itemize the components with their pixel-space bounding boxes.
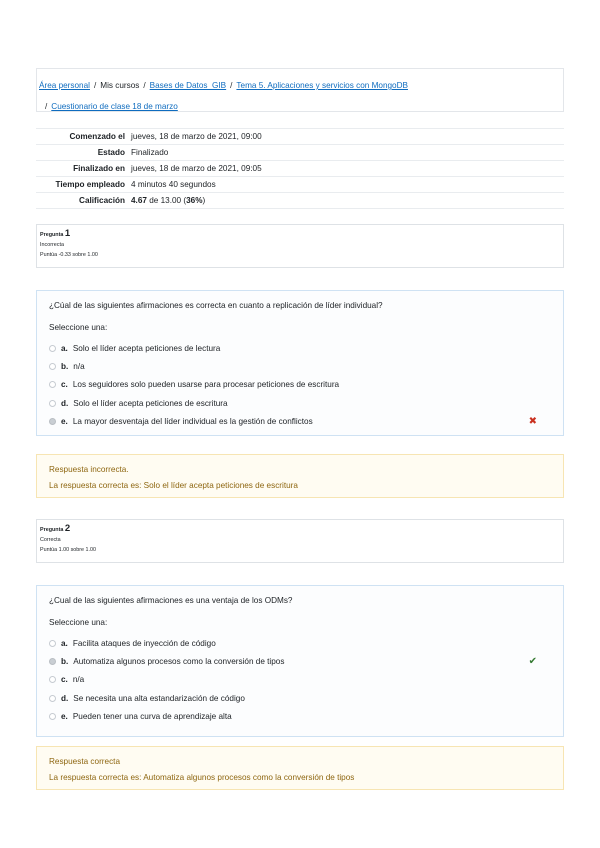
summary-value: Finalizado bbox=[131, 148, 169, 157]
option-letter: e. bbox=[61, 416, 68, 426]
radio-button-selected[interactable] bbox=[49, 418, 56, 425]
question-state: Correcta bbox=[40, 537, 61, 543]
answer-option-a[interactable] bbox=[49, 339, 551, 357]
breadcrumb-quiz[interactable]: Cuestionario de clase 18 de marzo bbox=[51, 102, 178, 111]
incorrect-icon: ✖ bbox=[528, 416, 537, 428]
option-letter: d. bbox=[61, 693, 69, 703]
option-letter: b. bbox=[61, 361, 69, 371]
question-text: ¿Cúal de las siguientes afirmaciones es correcta en cuanto a replicación de líder individual? bbox=[49, 301, 383, 310]
radio-button[interactable] bbox=[49, 363, 56, 370]
answer-prompt: Seleccione una: bbox=[49, 618, 108, 627]
summary-label: Comenzado el bbox=[69, 132, 125, 141]
question-content-2 bbox=[36, 585, 564, 737]
option-text: Automatiza algunos procesos como la conversión de tipos bbox=[73, 656, 285, 666]
answer-option-e[interactable] bbox=[49, 412, 551, 430]
option-letter: b. bbox=[61, 656, 69, 666]
option-text: Solo el líder acepta peticiones de lectura bbox=[72, 343, 221, 353]
radio-button[interactable] bbox=[49, 381, 56, 388]
summary-row-started bbox=[36, 128, 564, 144]
radio-button[interactable] bbox=[49, 713, 56, 720]
feedback-title: Respuesta correcta bbox=[49, 757, 120, 766]
answer-option-c[interactable] bbox=[49, 376, 551, 394]
summary-label: Finalizado en bbox=[73, 164, 125, 173]
summary-row-time bbox=[36, 176, 564, 192]
grade-end: ) bbox=[202, 196, 206, 205]
summary-value: jueves, 18 de marzo de 2021, 09:05 bbox=[131, 164, 262, 173]
question-info-2 bbox=[36, 519, 564, 563]
answer-option-d[interactable] bbox=[49, 689, 551, 707]
summary-label: Tiempo empleado bbox=[55, 180, 125, 189]
feedback-box-1 bbox=[36, 454, 564, 498]
question-info-1 bbox=[36, 224, 564, 268]
option-text: Los seguidores solo pueden usarse para procesar peticiones de escritura bbox=[72, 380, 340, 390]
question-label: Pregunta bbox=[40, 232, 64, 238]
radio-button-selected[interactable] bbox=[49, 658, 56, 665]
breadcrumb-course[interactable]: Bases de Datos_GIB bbox=[149, 81, 227, 90]
option-letter: d. bbox=[61, 398, 69, 408]
breadcrumb-area-personal[interactable]: Área personal bbox=[39, 81, 90, 90]
summary-value: 4 minutos 40 segundos bbox=[131, 180, 216, 189]
answer-option-a[interactable] bbox=[49, 634, 551, 652]
grade-percent: 36% bbox=[186, 196, 203, 205]
breadcrumb-mis-cursos: Mis cursos bbox=[100, 81, 140, 90]
option-text: La mayor desventaja del líder individual es la gestión de conflictos bbox=[72, 416, 313, 426]
summary-row-state bbox=[36, 144, 564, 160]
summary-row-grade bbox=[36, 192, 564, 209]
breadcrumb-separator: / bbox=[93, 81, 97, 90]
feedback-title: Respuesta incorrecta. bbox=[49, 465, 129, 474]
option-text: Pueden tener una curva de aprendizaje alta bbox=[72, 711, 232, 721]
option-letter: c. bbox=[61, 380, 68, 390]
summary-label: Estado bbox=[97, 148, 125, 157]
breadcrumb-topic[interactable]: Tema 5. Aplicaciones y servicios con MongoDB bbox=[236, 81, 408, 90]
option-text: n/a bbox=[73, 361, 85, 371]
question-text: ¿Cual de las siguientes afirmaciones es una ventaja de los ODMs? bbox=[49, 596, 293, 605]
radio-button[interactable] bbox=[49, 695, 56, 702]
breadcrumb bbox=[36, 68, 564, 112]
attempt-summary-table bbox=[36, 128, 564, 209]
radio-button[interactable] bbox=[49, 676, 56, 683]
answer-option-b[interactable] bbox=[49, 652, 551, 670]
grade-score: 4.67 bbox=[131, 196, 147, 205]
grade-value bbox=[125, 193, 205, 208]
question-points: Puntúa 1.00 sobre 1.00 bbox=[40, 547, 97, 553]
summary-value: jueves, 18 de marzo de 2021, 09:00 bbox=[131, 132, 262, 141]
question-number-value: 2 bbox=[64, 523, 71, 534]
option-letter: a. bbox=[61, 343, 68, 353]
question-content-1 bbox=[36, 290, 564, 436]
question-label: Pregunta bbox=[40, 527, 64, 533]
answer-option-d[interactable] bbox=[49, 394, 551, 412]
option-text: Facilita ataques de inyección de código bbox=[72, 638, 216, 648]
feedback-answer: La respuesta correcta es: Automatiza algunos procesos como la conversión de tipos bbox=[49, 773, 355, 782]
radio-button[interactable] bbox=[49, 640, 56, 647]
correct-icon: ✔ bbox=[528, 656, 537, 668]
radio-button[interactable] bbox=[49, 400, 56, 407]
option-letter: a. bbox=[61, 638, 68, 648]
answer-option-b[interactable] bbox=[49, 357, 551, 375]
question-number bbox=[40, 229, 563, 240]
grade-mid: de 13.00 ( bbox=[146, 196, 187, 205]
option-letter: e. bbox=[61, 711, 68, 721]
summary-label: Calificación bbox=[79, 196, 125, 205]
answer-option-c[interactable] bbox=[49, 671, 551, 689]
option-text: Solo el líder acepta peticiones de escritura bbox=[73, 398, 228, 408]
question-number bbox=[40, 524, 563, 535]
option-text: n/a bbox=[72, 675, 85, 685]
breadcrumb-separator: / bbox=[143, 81, 146, 90]
summary-row-finished bbox=[36, 160, 564, 176]
question-points: Puntúa -0.33 sobre 1.00 bbox=[40, 252, 98, 258]
feedback-answer: La respuesta correcta es: Solo el líder acepta peticiones de escritura bbox=[49, 481, 298, 490]
breadcrumb-separator: / bbox=[45, 102, 48, 111]
radio-button[interactable] bbox=[49, 345, 56, 352]
option-text: Se necesita una alta estandarización de código bbox=[73, 693, 245, 703]
breadcrumb-separator: / bbox=[230, 81, 233, 90]
question-number-value: 1 bbox=[64, 228, 71, 239]
question-state: Incorrecta bbox=[40, 242, 64, 248]
feedback-box-2 bbox=[36, 746, 564, 790]
answer-prompt: Seleccione una: bbox=[49, 323, 108, 332]
answer-option-e[interactable] bbox=[49, 707, 551, 725]
option-letter: c. bbox=[61, 675, 68, 685]
